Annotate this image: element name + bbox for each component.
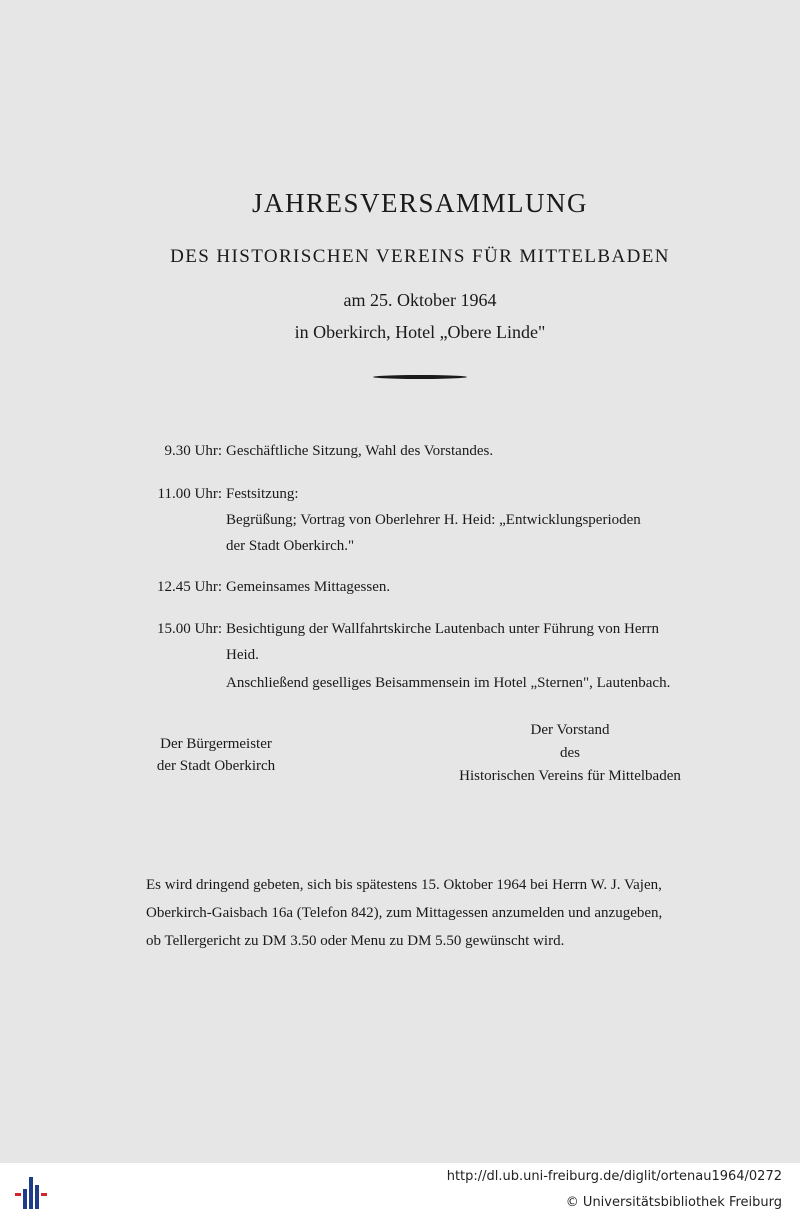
source-url-link[interactable]: http://dl.ub.uni-freiburg.de/diglit/ortenau1964/0272 [446, 1169, 782, 1184]
page-subtitle: DES HISTORISCHEN VEREINS FÜR MITTELBADEN [170, 246, 670, 267]
schedule-time: 12.45 Uhr: [157, 579, 222, 595]
schedule-text: Begrüßung; Vortrag von Oberlehrer H. Heid: „Entwicklungsperioden [226, 512, 641, 528]
schedule-time: 15.00 Uhr: [157, 621, 222, 637]
signature-line: Der Vorstand [530, 722, 610, 738]
schedule-text: Besichtigung der Wallfahrtskirche Lautenbach unter Führung von Herrn [226, 621, 659, 637]
signature-board [430, 719, 710, 788]
signature-line: Der Bürgermeister [160, 736, 272, 752]
signature-line: der Stadt Oberkirch [156, 758, 276, 774]
schedule-text: der Stadt Oberkirch." [226, 538, 355, 554]
schedule-time: 11.00 Uhr: [157, 486, 222, 502]
decorative-divider [373, 375, 467, 379]
schedule-time: 9.30 Uhr: [164, 443, 222, 459]
note-line: Es wird dringend gebeten, sich bis spätestens 15. Oktober 1964 bei Herrn W. J. Vajen, [146, 877, 662, 893]
signature-line: des [560, 745, 580, 761]
ub-freiburg-logo-icon [12, 1171, 50, 1213]
page-title: JAHRESVERSAMMLUNG [251, 188, 589, 218]
note-line: Oberkirch-Gaisbach 16a (Telefon 842), zum Mittagessen anzumelden und anzugeben, [146, 905, 663, 921]
signature-line: Historischen Vereins für Mittelbaden [459, 768, 681, 784]
registration-note [146, 871, 706, 955]
schedule-text: Gemeinsames Mittagessen. [226, 579, 391, 595]
event-date: am 25. Oktober 1964 [343, 290, 497, 310]
footer-bar [0, 1163, 800, 1220]
schedule-text: Heid. [226, 647, 259, 663]
schedule-text: Anschließend geselliges Beisammensein im Hotel „Sternen", Lautenbach. [226, 675, 671, 691]
signature-mayor [140, 733, 292, 777]
schedule-text: Geschäftliche Sitzung, Wahl des Vorstandes. [226, 443, 494, 459]
note-line: ob Tellergericht zu DM 3.50 oder Menu zu DM 5.50 gewünscht wird. [146, 933, 565, 949]
schedule-text: Festsitzung: [226, 486, 299, 502]
copyright-text: © Universitätsbibliothek Freiburg [565, 1195, 782, 1210]
event-place: in Oberkirch, Hotel „Obere Linde" [294, 322, 546, 342]
